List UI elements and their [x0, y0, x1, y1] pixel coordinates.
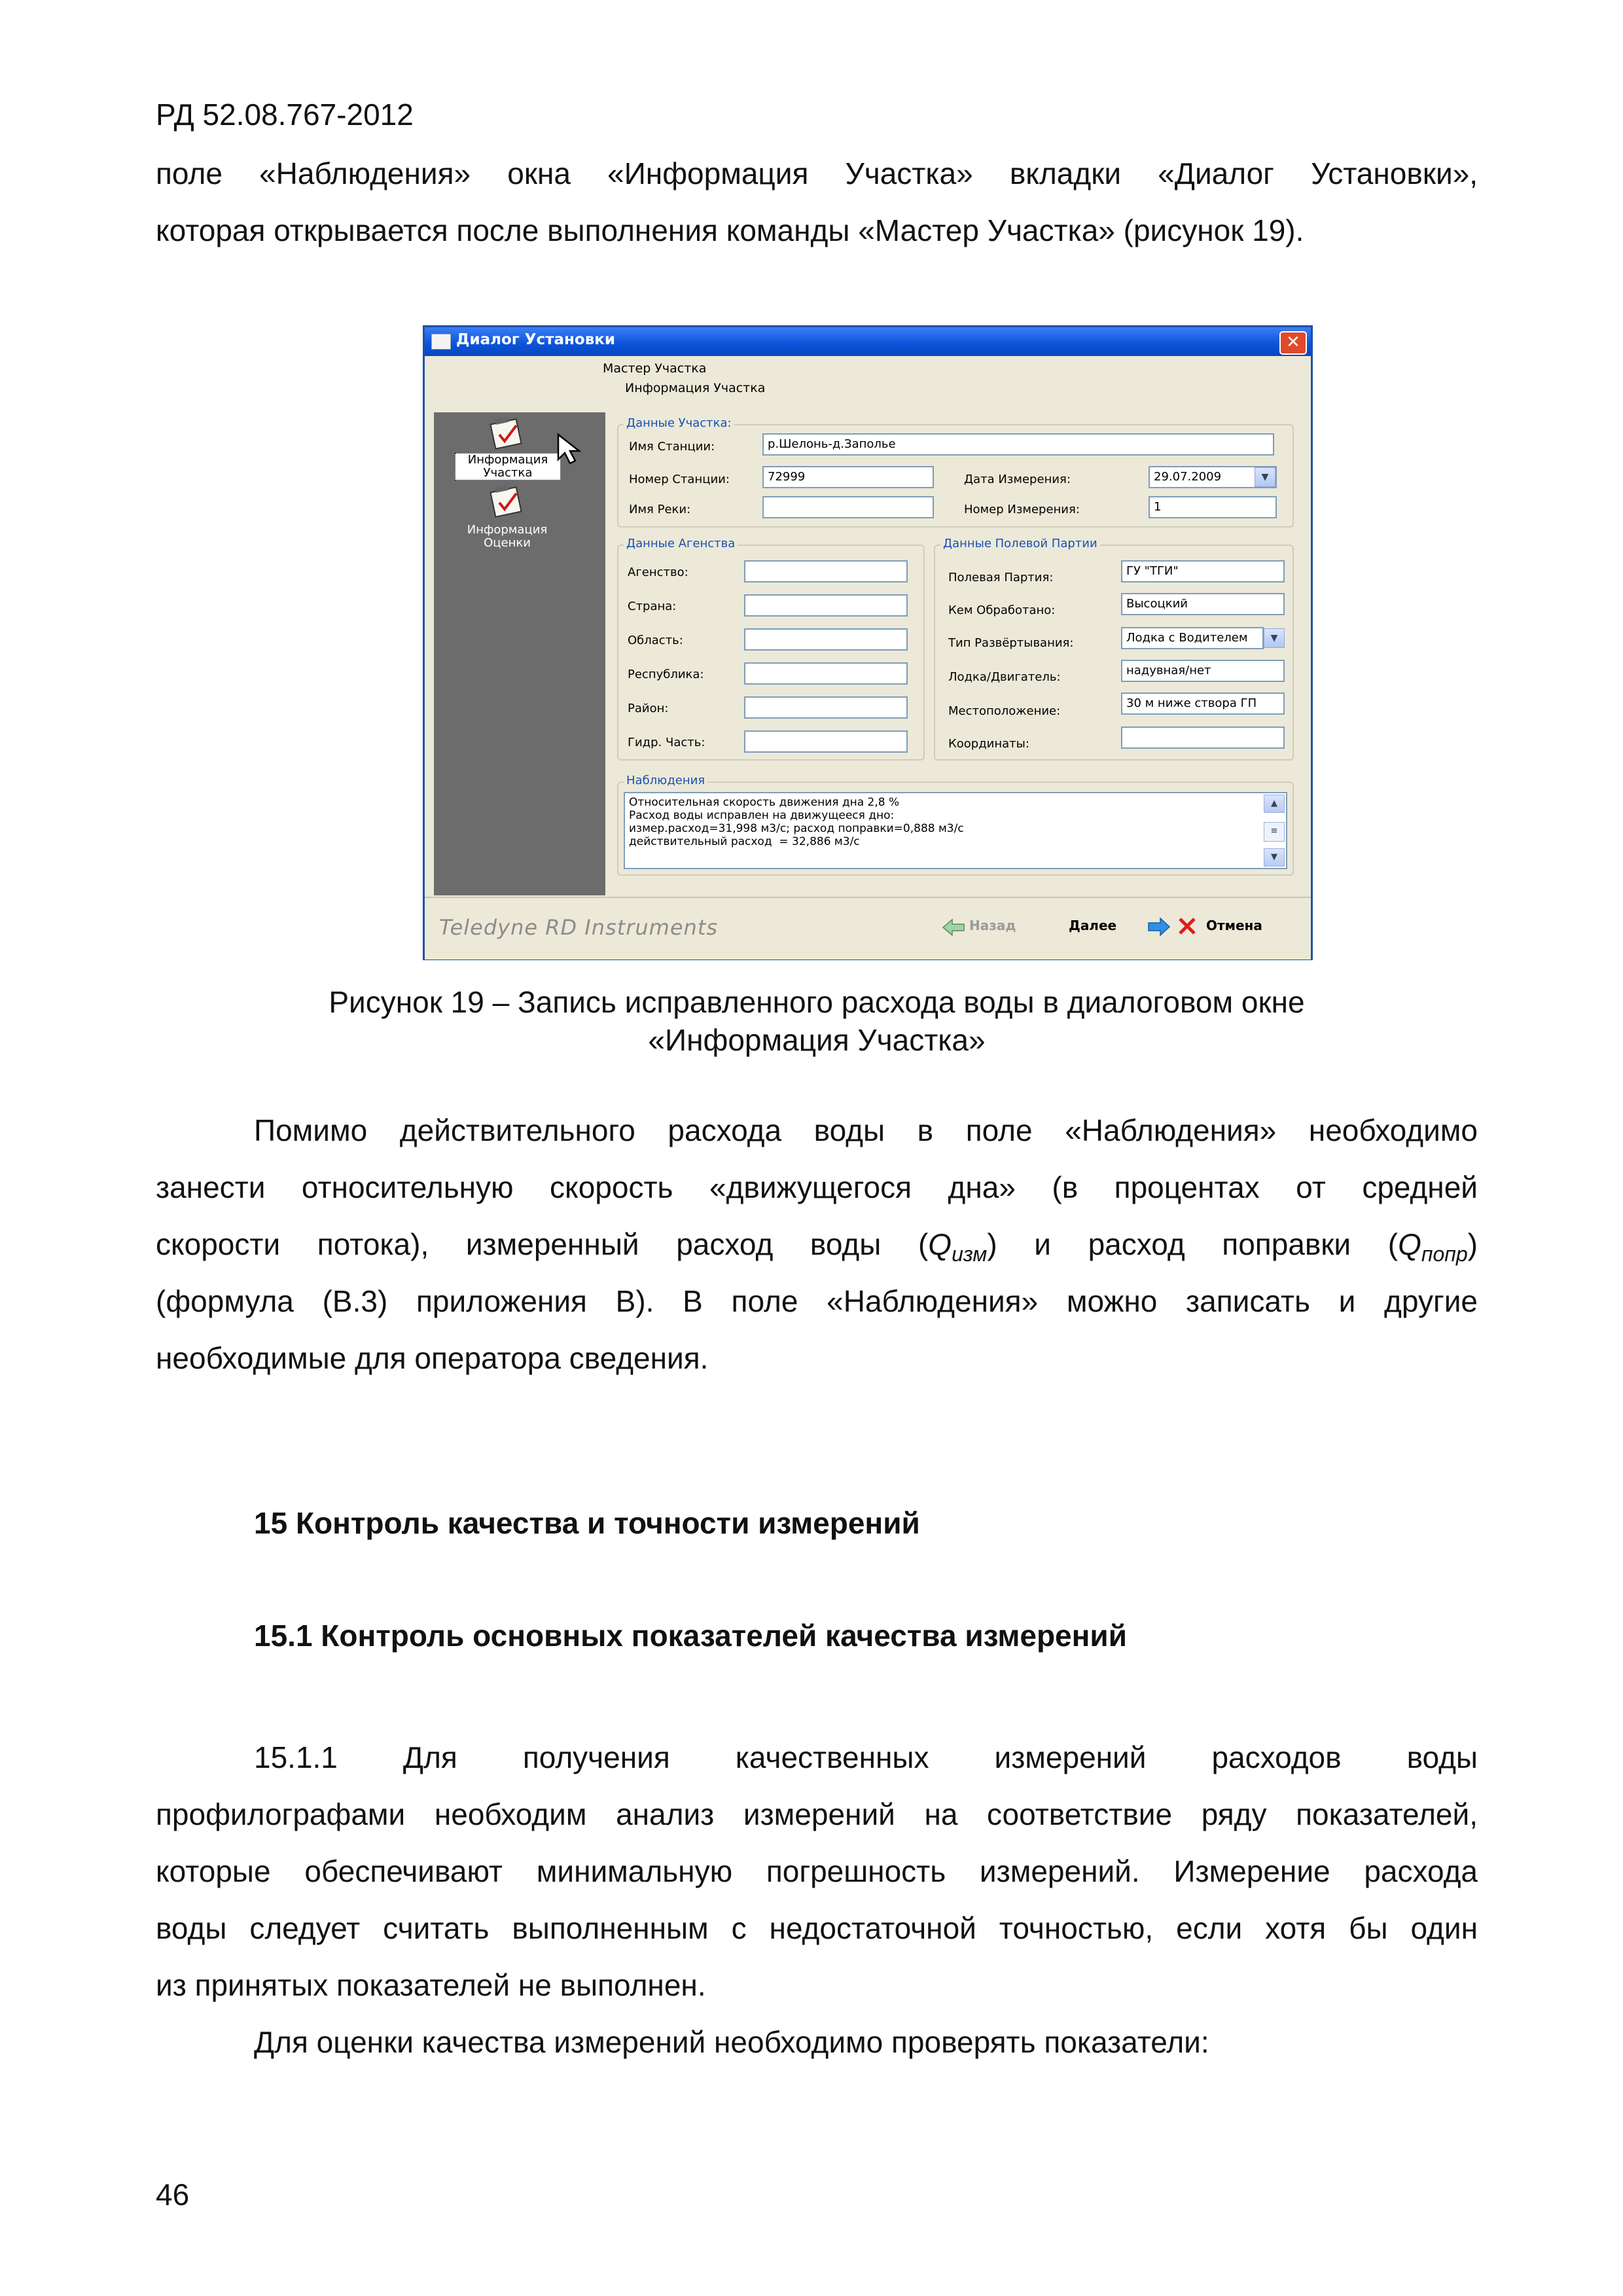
- paragraph-quality-check: Для оценки качества измерений необходимо проверять показатели:: [254, 2025, 1209, 2059]
- section-heading-15: 15 Контроль качества и точности измерений: [254, 1506, 920, 1540]
- river-name-field[interactable]: [762, 496, 934, 518]
- station-name-field[interactable]: р.Шелонь-д.Заполье: [762, 433, 1274, 456]
- next-arrow-icon: [1147, 916, 1171, 937]
- figure-caption-line-1: Рисунок 19 – Запись исправленного расхода воды в диалоговом окне: [329, 985, 1305, 1019]
- measurement-date-label: Дата Измерения:: [964, 473, 1071, 486]
- location-label: Местоположение:: [948, 704, 1061, 718]
- sidebar-item-site-info[interactable]: [455, 453, 561, 480]
- station-number-label: Номер Станции:: [629, 473, 730, 486]
- district-label: Район:: [628, 702, 669, 715]
- figure-caption-line-2: «Информация Участка»: [648, 1023, 986, 1057]
- paragraph-line: воды следует считать выполненным с недостаточной точностью, если хотя бы один: [156, 1911, 1478, 1945]
- sidebar-item-site-info-line2: Участка: [483, 466, 533, 480]
- intro-line-2: которая открывается после выполнения команды «Мастер Участка» (рисунок 19).: [156, 213, 1304, 247]
- measurement-date-field[interactable]: 29.07.2009: [1149, 466, 1277, 488]
- country-label: Страна:: [628, 600, 677, 613]
- deployment-type-label: Тип Развёртывания:: [948, 636, 1074, 650]
- paragraph-15-1-1: [156, 1729, 1478, 2071]
- checklist-icon[interactable]: [486, 484, 527, 520]
- text-run: ): [1467, 1227, 1478, 1261]
- next-button[interactable]: Далее: [1069, 918, 1117, 933]
- intro-line-1: поле «Наблюдения» окна «Информация Участка» вкладки «Диалог Установки»,: [156, 156, 1478, 190]
- intro-paragraph: [156, 145, 1478, 259]
- back-button[interactable]: Назад: [969, 918, 1016, 933]
- processed-by-label: Кем Обработано:: [948, 603, 1056, 617]
- cancel-button[interactable]: Отмена: [1206, 918, 1262, 933]
- q-correction-symbol: $Q_{попр}$: [1398, 1227, 1468, 1266]
- region-label: Область:: [628, 634, 683, 647]
- cancel-x-icon: [1177, 916, 1197, 936]
- observations-group: [617, 774, 1294, 876]
- sidebar-item-site-info-line1: Информация: [467, 453, 548, 467]
- scrollbar-thumb[interactable]: ≡: [1264, 822, 1285, 842]
- paragraph-line: Помимо действительного расхода воды в поле «Наблюдения» необходимо: [254, 1113, 1478, 1147]
- location-field[interactable]: 30 м ниже створа ГП: [1121, 692, 1285, 715]
- chevron-down-icon[interactable]: ▼: [1264, 628, 1285, 648]
- setup-dialog-screenshot: [423, 325, 1313, 960]
- vendor-brand: Teledyne RD Instruments: [439, 915, 719, 940]
- dialog-footer: [425, 897, 1311, 960]
- field-party-field[interactable]: ГУ "ТГИ": [1121, 560, 1285, 583]
- republic-field[interactable]: [744, 662, 908, 685]
- site-data-group: [617, 416, 1294, 528]
- mouse-pointer-icon: [556, 432, 587, 466]
- back-arrow-icon: [942, 918, 965, 937]
- paragraph-line: профилографами необходим анализ измерений на соответствие ряду показателей,: [156, 1797, 1478, 1831]
- coordinates-label: Координаты:: [948, 737, 1029, 751]
- paragraph-line-formula: [156, 1216, 1478, 1273]
- scroll-down-icon[interactable]: ▼: [1264, 848, 1285, 867]
- observations-legend: Наблюдения: [624, 774, 707, 787]
- observation-line: измер.расход=31,998 м3/с; расход поправки=0,888 м3/с: [629, 822, 964, 835]
- station-number-field[interactable]: 72999: [762, 466, 934, 488]
- agency-label: Агенство:: [628, 565, 688, 579]
- river-name-label: Имя Реки:: [629, 503, 691, 516]
- dialog-title: Диалог Установки: [456, 331, 615, 348]
- q-measured-symbol: $Q_{изм}$: [928, 1227, 988, 1266]
- processed-by-field[interactable]: Высоцкий: [1121, 593, 1285, 615]
- region-field[interactable]: [744, 628, 908, 651]
- paragraph-line: занести относительную скорость «движущегося дна» (в процентах от средней: [156, 1170, 1478, 1204]
- close-icon[interactable]: ✕: [1279, 331, 1307, 355]
- chevron-down-icon[interactable]: ▼: [1255, 467, 1275, 487]
- agency-field[interactable]: [744, 560, 908, 583]
- breadcrumb-wizard: Мастер Участка: [603, 361, 707, 376]
- sidebar-item-assessment-line1: Информация: [467, 523, 548, 537]
- measurement-number-label: Номер Измерения:: [964, 503, 1080, 516]
- field-party-label: Полевая Партия:: [948, 571, 1054, 584]
- field-party-legend: Данные Полевой Партии: [940, 537, 1100, 550]
- station-name-label: Имя Станции:: [629, 440, 715, 454]
- paragraph-observations: [156, 1102, 1478, 1387]
- paragraph-line: которые обеспечивают минимальную погрешность измерений. Измерение расхода: [156, 1854, 1478, 1888]
- observations-textarea[interactable]: [624, 792, 1287, 869]
- boat-engine-label: Лодка/Двигатель:: [948, 670, 1061, 684]
- checklist-icon[interactable]: [486, 416, 527, 452]
- wizard-sidebar: [434, 412, 605, 895]
- window-icon: [431, 334, 451, 350]
- section-heading-15-1: 15.1 Контроль основных показателей качества измерений: [254, 1619, 1127, 1653]
- scroll-up-icon[interactable]: ▲: [1264, 795, 1285, 813]
- observation-line: действительный расход = 32,886 м3/с: [629, 835, 860, 848]
- text-run: ) и расход поправки (: [987, 1227, 1399, 1261]
- observation-line: Расход воды исправлен на движущееся дно:: [629, 809, 895, 822]
- text-run: скорости потока), измеренный расход воды (: [156, 1227, 929, 1261]
- measurement-number-field[interactable]: 1: [1149, 496, 1277, 518]
- sidebar-item-assessment-info[interactable]: [455, 524, 560, 550]
- coordinates-field[interactable]: [1121, 726, 1285, 749]
- field-party-group: [934, 537, 1294, 761]
- page-number: 46: [156, 2178, 190, 2212]
- deployment-type-field[interactable]: Лодка с Водителем: [1121, 627, 1264, 649]
- hydro-unit-field[interactable]: [744, 730, 908, 753]
- sidebar-item-assessment-line2: Оценки: [484, 536, 531, 550]
- paragraph-line: необходимые для оператора сведения.: [156, 1341, 709, 1375]
- breadcrumb-page: Информация Участка: [625, 381, 766, 395]
- agency-data-legend: Данные Агенства: [624, 537, 738, 550]
- country-field[interactable]: [744, 594, 908, 617]
- figure-caption: [156, 983, 1478, 1059]
- hydro-unit-label: Гидр. Часть:: [628, 736, 705, 749]
- observation-line: Относительная скорость движения дна 2,8 %: [629, 796, 900, 809]
- site-data-legend: Данные Участка:: [624, 416, 734, 430]
- paragraph-line: 15.1.1 Для получения качественных измерений расходов воды: [254, 1740, 1478, 1774]
- document-code: РД 52.08.767-2012: [156, 98, 414, 132]
- boat-engine-field[interactable]: надувная/нет: [1121, 660, 1285, 682]
- observations-text: [629, 796, 964, 848]
- district-field[interactable]: [744, 696, 908, 719]
- agency-data-group: [617, 537, 925, 761]
- dialog-titlebar: [425, 327, 1311, 356]
- republic-label: Республика:: [628, 668, 704, 681]
- paragraph-line: (формула (В.3) приложения В). В поле «Наблюдения» можно записать и другие: [156, 1284, 1478, 1318]
- paragraph-line: из принятых показателей не выполнен.: [156, 1968, 706, 2002]
